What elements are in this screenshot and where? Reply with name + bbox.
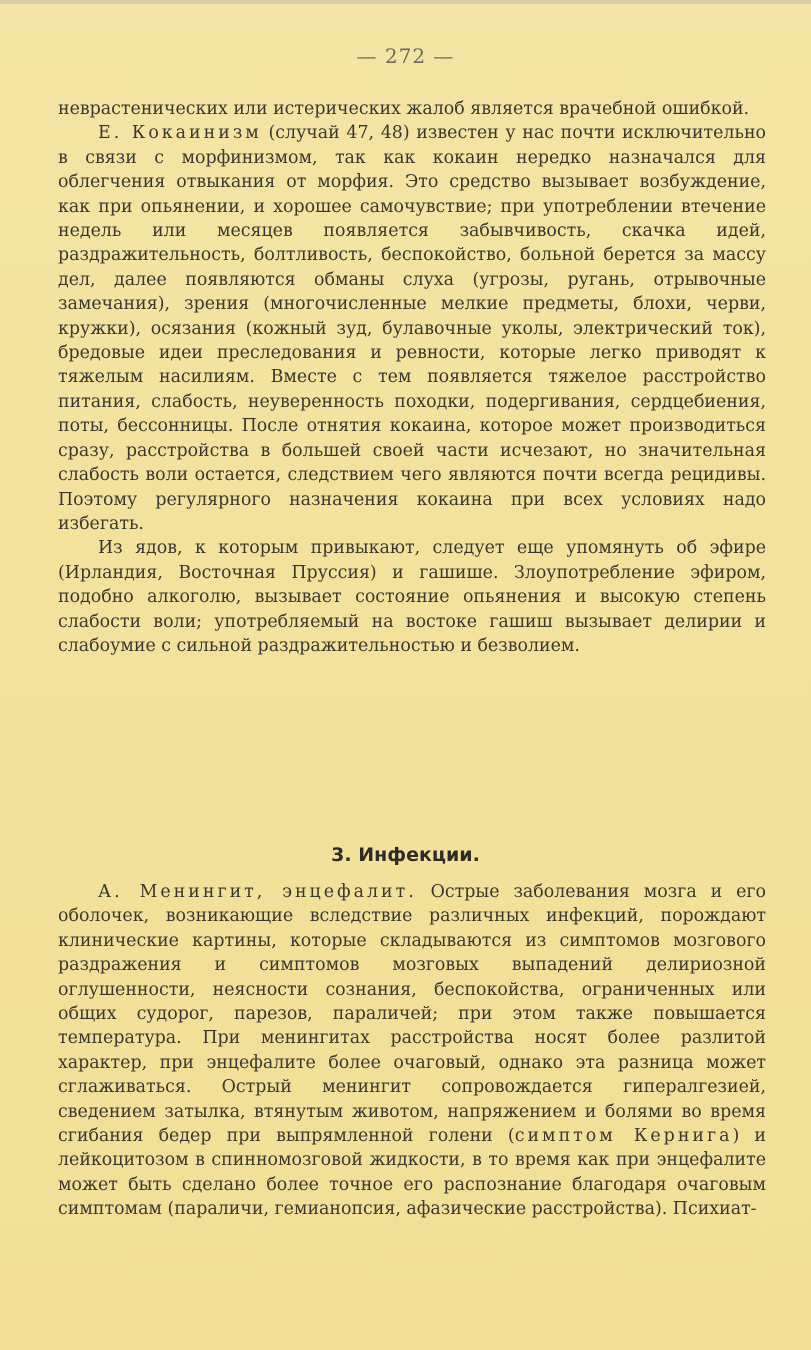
paragraph-text: неврастенических или истерических жалоб является врачебной ошибкой.	[58, 99, 750, 119]
text-block-bottom	[58, 880, 766, 1222]
paragraph-text: Острые заболевания мозга и его оболочек, возникающие вследствие различных инфекций, порождают клинические картины, которые складываются из симптомов мозгового раздражения и симптомов мозговых выпадений делириозной оглушенности, неясности сознания, беспокойства, ограниченных или общих судорог, парезов, параличей; при этом также повышается температура. При менингитах расстройства носят более разлитой характер, при энцефалите более очаговый, однако эта разница может сглаживаться. Острый менингит сопровождается гипералгезией, сведением затылка, втянутым животом, напряжением и болями во время сгибания бедер при выпрямленной голени (	[58, 882, 766, 1147]
paragraph-lead: Е. Кокаинизм	[98, 123, 262, 144]
page-number: — 272 —	[356, 44, 455, 68]
paragraph-other-poisons	[58, 536, 766, 658]
paragraph-cocainism	[58, 121, 766, 536]
section-heading: 3. Инфекции.	[331, 844, 480, 866]
paragraph-text-tail: ) и лейкоцитозом в спинномозговой жидкости, в то время как при энцефалите может быть сделано более точное его распознание благодаря очаговым симптомам (параличи, гемианопсия, афазические расстройства). Психиат-	[58, 1126, 767, 1220]
page-top-edge	[0, 0, 811, 4]
paragraph-text: Из ядов, к которым привыкают, следует еще упомянуть об эфире (Ирландия, Восточная Пруссия) и гашише. Злоупотребление эфиром, подобно алкоголю, вызывает состояние опьянения и высокую степень слабости воли; употребляемый на востоке гашиш вызывает делирии и слабоумие с сильной раздражительностью и безволием.	[58, 538, 766, 656]
kernig-sign-term: симптом Кернига	[514, 1126, 733, 1147]
paragraph-text: (случай 47, 48) известен у нас почти исключительно в связи с морфинизмом, так как кокаин нередко назначался для облегчения отвыкания от морфия. Это средство вызывает возбуждение, как при опьянении, и хорошее самочувствие; при употреблении втечение недель или месяцев появляется забывчивость, скачка идей, раздражительность, болтливость, беспокойство, больной берется за массу дел, далее появляются обманы слуха (угрозы, ругань, отрывочные замечания), зрения (многочисленные мелкие предметы, блохи, черви, кружки), осязания (кожный зуд, булавочные уколы, электрический ток), бредовые идеи преследования и ревности, которые легко приводят к тяжелым насилиям. Вместе с тем появляется тяжелое расстройство питания, слабость, неуверенность походки, подергивания, сердцебиения, поты, бессонницы. После отнятия кокаина, которое может производиться сразу, расстройства в большей своей части исчезают, но значительная слабость воли остается, следствием чего являются почти всегда рецидивы. Поэтому регулярного назначения кокаина при всех условиях надо избегать.	[58, 123, 767, 534]
paragraph-meningitis	[58, 880, 766, 1222]
text-block-top	[58, 97, 766, 658]
paragraph-lead: А. Менингит, энцефалит.	[98, 882, 417, 902]
paragraph-continuation	[58, 97, 766, 121]
